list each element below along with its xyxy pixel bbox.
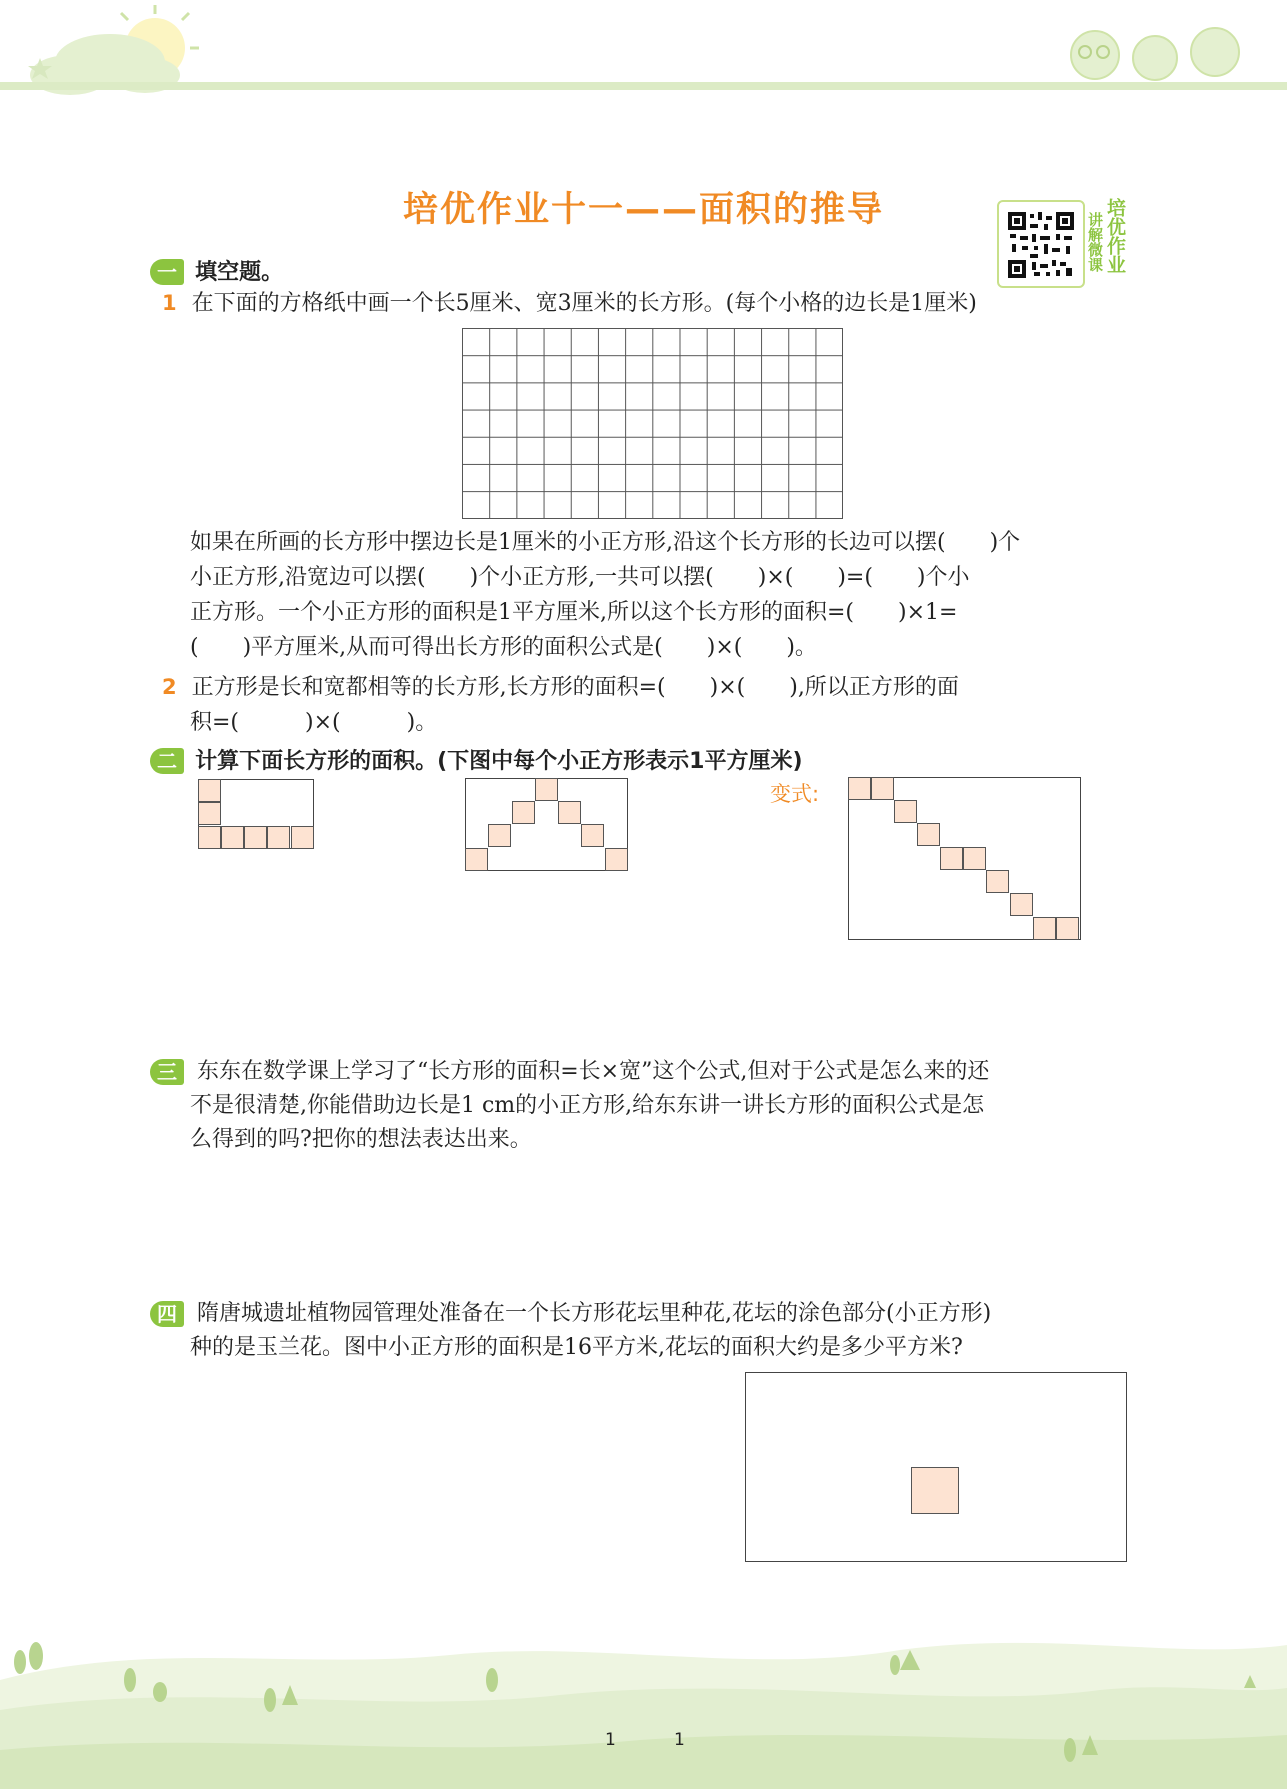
- section-4-line-1-row: [150, 1296, 991, 1331]
- unit-square: [1033, 917, 1056, 940]
- unit-square: [894, 800, 917, 823]
- q1-prompt: 在下面的方格纸中画一个长5厘米、宽3厘米的长方形。(每个小格的边长是1厘米): [191, 291, 977, 316]
- qr-label-sub: 讲解微课: [1086, 212, 1104, 272]
- q1-prompt-line: [162, 286, 977, 321]
- q2-number: 2: [162, 675, 177, 699]
- q1-line-4: ( )平方厘米,从而可得出长方形的面积公式是( )×( )。: [190, 635, 817, 660]
- q1-number: 1: [162, 291, 177, 315]
- unit-square: [512, 801, 535, 824]
- q1-line-2: 小正方形,沿宽边可以摆( )个小正方形,一共可以摆( )×( )=( )个小: [190, 565, 970, 590]
- section-1-badge: 一: [150, 259, 184, 285]
- header-decoration: [0, 0, 1287, 110]
- q1-line-3: 正方形。一个小正方形的面积是1平方厘米,所以这个长方形的面积=( )×1=: [190, 600, 958, 625]
- unit-square: [1010, 893, 1033, 916]
- figure-c: [848, 777, 1081, 940]
- qr-frame: [997, 200, 1085, 288]
- section-2-header: [150, 744, 803, 775]
- section-4-badge: 四: [150, 1301, 184, 1327]
- unit-square: [244, 826, 267, 849]
- variant-label: 变式:: [770, 782, 820, 806]
- unit-square: [581, 824, 604, 847]
- section-3-badge: 三: [150, 1059, 184, 1085]
- unit-square: [1056, 917, 1079, 940]
- unit-square: [986, 870, 1009, 893]
- unit-square: [848, 777, 871, 800]
- q2-line-2: 积=( )×( )。: [190, 710, 438, 735]
- square-grid-paper[interactable]: [462, 328, 843, 519]
- unit-square: [917, 823, 940, 846]
- unit-square: [940, 847, 963, 870]
- figure-a: [198, 779, 314, 849]
- unit-square: [221, 826, 244, 849]
- unit-square: [291, 826, 314, 849]
- unit-square: [871, 777, 894, 800]
- unit-square: [465, 848, 488, 871]
- q2-line-1-row: [162, 670, 959, 705]
- unit-square: [198, 802, 221, 825]
- unit-square: [963, 847, 986, 870]
- unit-square: [558, 801, 581, 824]
- qr-label-main: 培优作业: [1104, 198, 1126, 274]
- page-number-left: 1: [605, 1730, 616, 1750]
- figure-b: [465, 778, 628, 871]
- footer-landscape: [0, 1600, 1287, 1789]
- q1-line-1: 如果在所画的长方形中摆边长是1厘米的小正方形,沿这个长方形的长边可以摆( )个: [190, 530, 1021, 555]
- section-3-line-2: 不是很清楚,你能借助边长是1 cm的小正方形,给东东讲一讲长方形的面积公式是怎: [190, 1093, 985, 1118]
- page-title: 培优作业十一——面积的推导: [402, 190, 884, 230]
- header-line: [0, 82, 1287, 90]
- unit-square: [605, 848, 628, 871]
- unit-square: [488, 824, 511, 847]
- section-3-line-3: 么得到的吗?把你的想法表达出来。: [190, 1127, 532, 1152]
- page-number-right: 1: [674, 1730, 685, 1750]
- q2-line-1: 正方形是长和宽都相等的长方形,长方形的面积=( )×( ),所以正方形的面: [191, 675, 959, 700]
- section-1-header: [150, 255, 283, 286]
- unit-square: [198, 779, 221, 802]
- unit-square: [198, 826, 221, 849]
- section-4-line-1: 隋唐城遗址植物园管理处准备在一个长方形花坛里种花,花坛的涂色部分(小正方形): [197, 1301, 992, 1326]
- section-3-line-1: 东东在数学课上学习了“长方形的面积=长×宽”这个公式,但对于公式是怎么来的还: [197, 1059, 990, 1084]
- section-4-line-2: 种的是玉兰花。图中小正方形的面积是16平方米,花坛的面积大约是多少平方米?: [190, 1335, 963, 1360]
- unit-square: [267, 826, 290, 849]
- section-2-heading: 计算下面长方形的面积。(下图中每个小正方形表示1平方厘米): [195, 749, 803, 774]
- unit-square: [535, 778, 558, 801]
- section-2-badge: 二: [150, 748, 184, 774]
- magnolia-square: [911, 1467, 959, 1514]
- section-1-heading: 填空题。: [195, 260, 284, 285]
- section-3-line-1-row: [150, 1054, 989, 1089]
